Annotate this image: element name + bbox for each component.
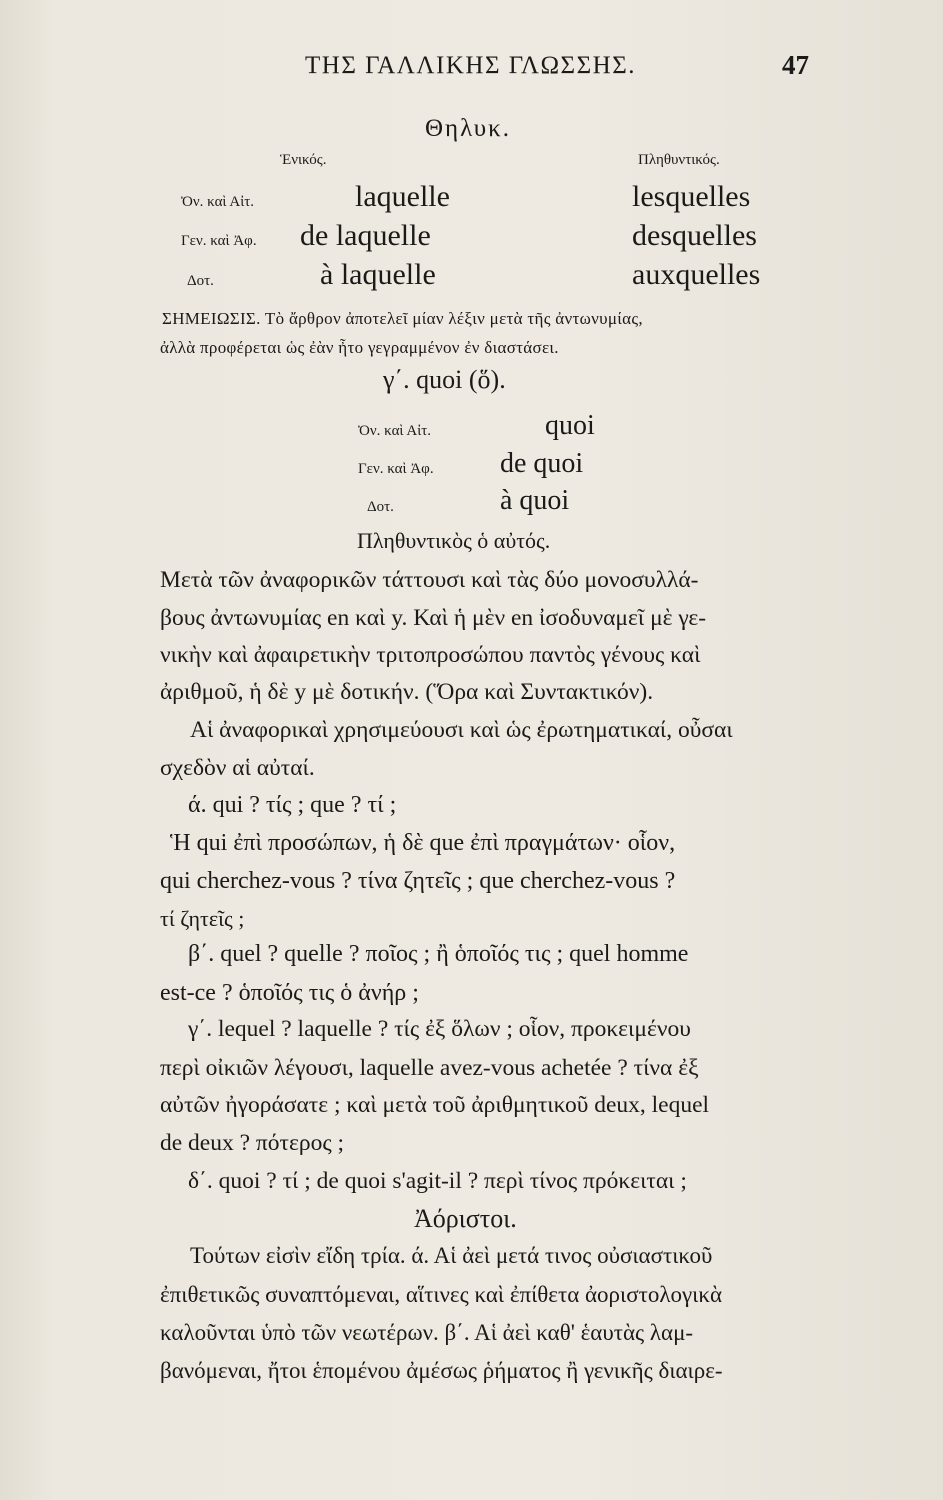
quoi-form-nom-acc: quoi (545, 410, 595, 441)
running-title: ΤΗΣ ΓΑΛΛΙΚΗΣ ΓΛΩΣΣΗΣ. (305, 52, 636, 79)
para3-line-3: τί ζητεῖς ; (160, 906, 245, 931)
note-line-1: ΣΗΜΕΙΩΣΙΣ. Τὸ ἄρθρον ἀποτελεῖ μίαν λέξιν μετὰ τῆς ἀντωνυμίας, (162, 309, 643, 328)
quoi-form-dat: à quoi (500, 485, 570, 516)
plural-form-gen-abl: desquelles (632, 219, 757, 252)
item-b-line-1: β΄. quel ? quelle ? ποῖος ; ἢ ὁποῖός τις ; quel homme (188, 941, 689, 967)
para2-line-2: σχεδὸν αἱ αὐταί. (160, 755, 315, 781)
case-label-nom-acc: Ὀν. καὶ Αἰτ. (181, 194, 255, 210)
singular-form-nom-acc: laquelle (355, 180, 450, 213)
singular-label: Ἑνικός. (280, 152, 327, 168)
item-d-line-1: δ΄. quoi ? τί ; de quoi s'agit-il ? περὶ τίνος πρόκειται ; (188, 1168, 687, 1194)
page-header (0, 52, 943, 92)
plural-same-note: Πληθυντικὸς ὁ αὐτός. (357, 528, 551, 553)
plural-form-nom-acc: lesquelles (632, 180, 751, 213)
item-a-line-1: ά. qui ? τίς ; que ? τί ; (188, 792, 397, 818)
para1-line-2: βους ἀντωνυμίας en καὶ y. Καὶ ἡ μὲν en ἰσοδυναμεῖ μὲ γε- (160, 605, 707, 631)
section-heading-indefinite: Ἀόριστοι. (414, 1204, 517, 1233)
para1-line-1: Μετὰ τῶν ἀναφορικῶν τάττουσι καὶ τὰς δύο μονοσυλλά- (160, 567, 699, 593)
item-c-line-2: περὶ οἰκιῶν λέγουσι, laquelle avez-vous achetée ? τίνα ἐξ (160, 1055, 699, 1081)
case-label-dat: Δοτ. (187, 273, 214, 289)
para1-line-3: νικὴν καὶ ἀφαιρετικὴν τριτοπροσώπου παντὸς γένους καὶ (160, 642, 701, 668)
quoi-case-dat: Δοτ. (367, 499, 394, 515)
quoi-form-gen-abl: de quoi (500, 448, 584, 479)
item-c-line-3: αὐτῶν ἠγοράσατε ; καὶ μετὰ τοῦ ἀριθμητικοῦ deux, lequel (160, 1092, 710, 1118)
para3-line-2: qui cherchez-vous ? τίνα ζητεῖς ; que cherchez-vous ? (160, 868, 676, 894)
plural-label: Πληθυντικός. (638, 152, 720, 168)
para4-line-3: καλοῦνται ὑπὸ τῶν νεωτέρων. β΄. Αἱ ἀεὶ καθ' ἑαυτὰς λαμ- (160, 1320, 694, 1345)
para4-line-4: βανόμεναι, ἤτοι ἑπομένου ἀμέσως ῥήματος ἢ γενικῆς διαιρε- (160, 1358, 723, 1383)
item-c-line-4: de deux ? πότερος ; (160, 1130, 345, 1156)
quoi-heading: γ΄. quoi (ὅ). (383, 365, 506, 394)
para4-line-1: Τούτων εἰσὶν εἴδη τρία. ά. Αἱ ἀεὶ μετά τινος οὐσιαστικοῦ (190, 1243, 713, 1268)
para2-line-1: Αἱ ἀναφορικαὶ χρησιμεύουσι καὶ ὡς ἐρωτηματικαί, οὖσαι (190, 717, 733, 743)
case-label-gen-abl: Γεν. καὶ Ἀφ. (181, 233, 257, 249)
item-b-line-2: est-ce ? ὁποῖός τις ὁ ἀνήρ ; (160, 980, 419, 1006)
para1-line-4: ἀριθμοῦ, ἡ δὲ y μὲ δοτικήν. (Ὅρα καὶ Συντακτικόν). (160, 679, 654, 705)
item-c-line-1: γ΄. lequel ? laquelle ? τίς ἐξ ὅλων ; οἷον, προκειμένου (188, 1016, 691, 1042)
quoi-case-nom-acc: Ὀν. καὶ Αἰτ. (358, 423, 432, 439)
quoi-case-gen-abl: Γεν. καὶ Ἀφ. (358, 461, 434, 477)
plural-form-dat: auxquelles (632, 258, 761, 291)
para4-line-2: ἐπιθετικῶς συναπτόμεναι, αἵτινες καὶ ἐπίθετα ἀοριστολογικὰ (160, 1282, 723, 1307)
note-line-2: ἀλλὰ προφέρεται ὡς ἐὰν ἦτο γεγραμμένον ἐν διαστάσει. (160, 338, 559, 357)
para3-line-1: Ἡ qui ἐπὶ προσώπων, ἡ δὲ que ἐπὶ πραγμάτων· οἷον, (170, 830, 676, 856)
page-number: 47 (782, 50, 809, 80)
gender-heading: Θηλυκ. (425, 115, 512, 142)
singular-form-gen-abl: de laquelle (300, 219, 431, 252)
singular-form-dat: à laquelle (320, 258, 436, 291)
